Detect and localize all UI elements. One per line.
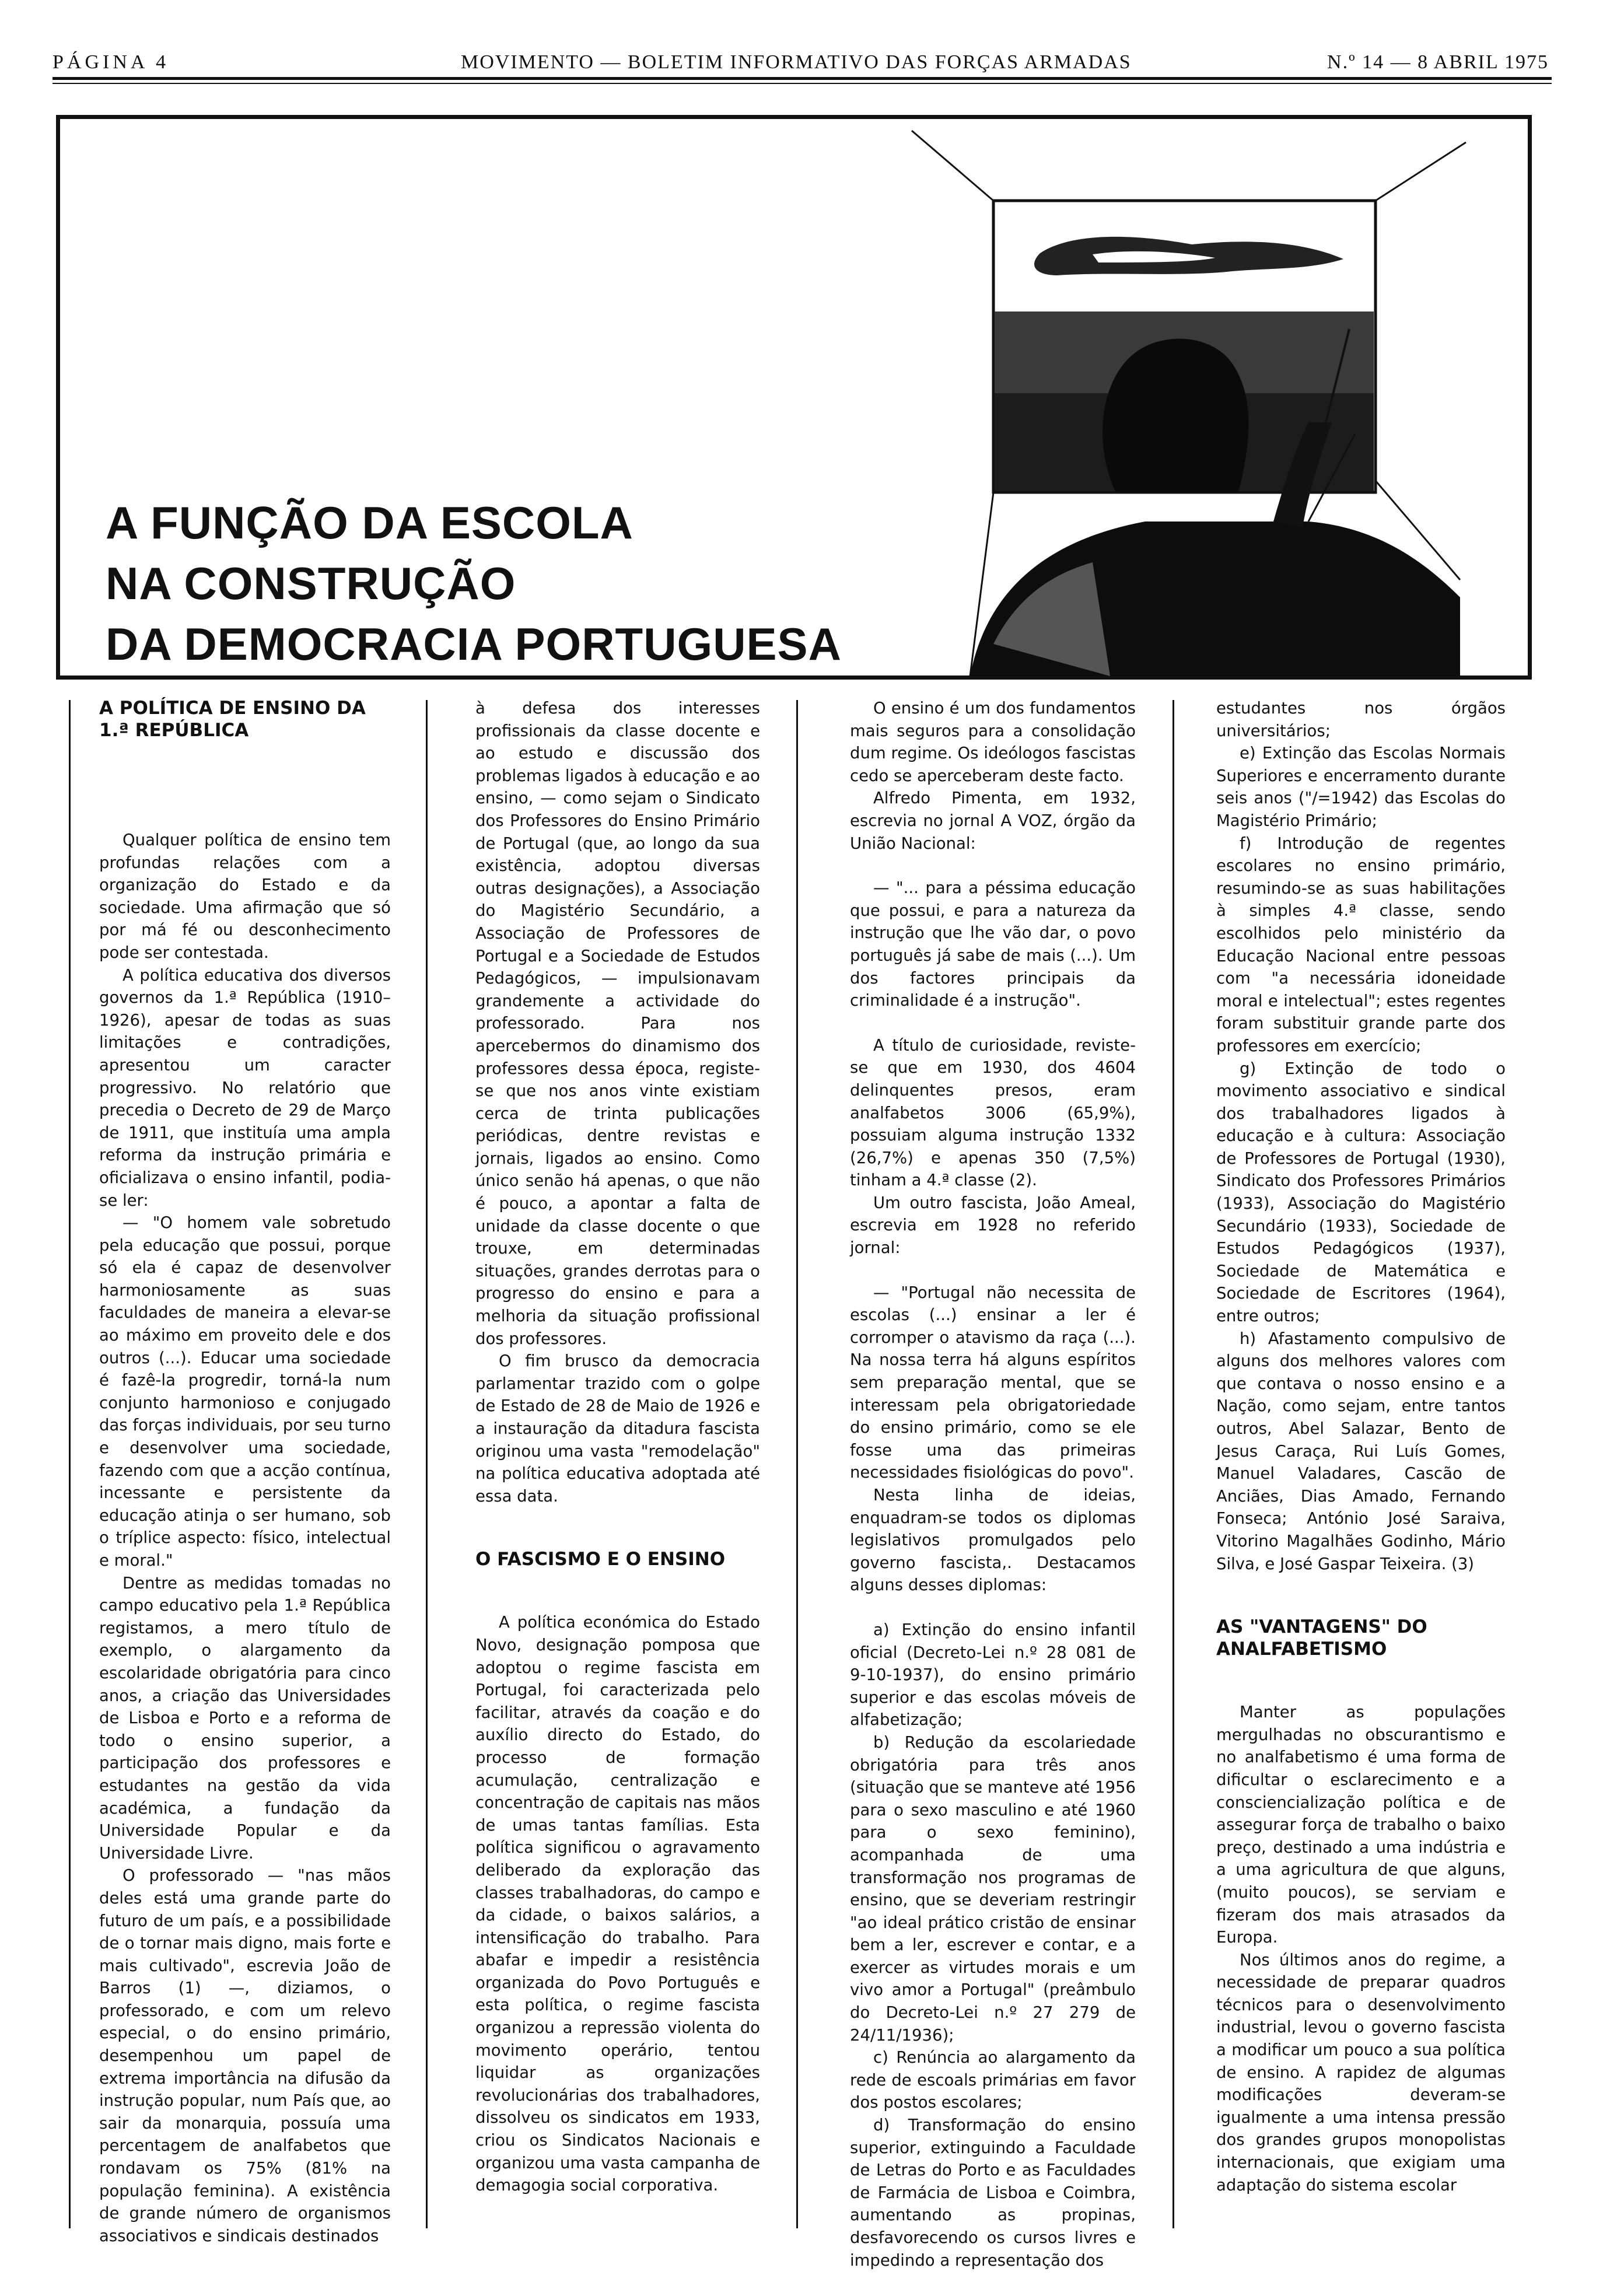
list-item: h) Afastamento compulsivo de alguns dos melhores valores com que contava o nosso ensino e a Nação, como sejam, entre tantos outros, Abel Salazar, Bento de Jesus Caraça, Rui Luís Gomes, Manuel Valadares, Cascão de Anciães, Dias Amado, Fernando Fonseca; António José Saraiva, Vitorino Magalhães Godinho, Mário Silva, e José Gaspar Teixeira. (3) [1216, 1329, 1506, 1573]
list-item: a) Extinção do ensino infantil oficial (Decreto-Lei n.º 28 081 de 9-10-1937), do ensino primário superior e das escolas móveis de alfabetização; [850, 1620, 1136, 1730]
paragraph: A política económica do Estado Novo, designação pomposa que adoptou o regime fascista em Portugal, foi caracterizada pelo facilitar, através da coação e do auxílio directo do Estado, do processo de formação acumulação, centralização e concentração de capitais nas mãos de umas tantas famílias. Esta política significou o agravamento deliberado da exploração das classes trabalhadoras, do campo e da cidade, o baixos salários, a intensificação do trabalho. Para abafar e impedir a resistência organizada do Povo Português e esta política, o regime fascista organizou a repressão violenta do movimento operário, tentou liquidar as organizações revolucionárias dos trabalhadores, dissolveu os sindicatos em 1933, criou os Sindicatos Nacionais e organizou uma vasta campanha de demagogia social corporativa. [475, 1613, 760, 2195]
paragraph: O professorado — "nas mãos deles está uma grande parte do futuro de um país, e a possibilidade de o tornar mais digno, mais forte e mais cultivado", escrevia João de Barros (1) —, diziamos, o professorado, e com um relevo especial, o do ensino primário, desempenhou um papel de extrema importância na difusão da instrução popular, num País que, ao sair da monarquia, possuía uma percentagem de analfabetos que rondavam os 75% (81% na população feminina). A existência de grande número de organismos associativos e sindicais destinados [99, 1866, 391, 2245]
section-heading: A POLÍTICA DE ENSINO DA 1.ª REPÚBLICA [99, 698, 366, 741]
paragraph: Um outro fascista, João Ameal, escrevia em 1928 no referido jornal: [850, 1193, 1136, 1258]
list-item: d) Transformação do ensino superior, extinguindo a Faculdade de Letras do Porto e as Faculdades de Farmácia de Lisboa e Coimbra, aumentando as propinas, desfavorecendo os cursos livres e impedindo a representação dos [850, 2116, 1136, 2270]
page-header [52, 51, 1549, 80]
column-2 [475, 697, 760, 2252]
title-line-1: A FUNÇÃO DA ESCOLA [106, 497, 634, 548]
title-line-3: DA DEMOCRACIA PORTUGUESA [106, 618, 842, 670]
paragraph: O ensino é um dos fundamentos mais seguros para a consolidação dum regime. Os ideólogos fascistas cedo se aperceberam deste facto. [850, 699, 1136, 785]
article-title [106, 492, 842, 674]
paragraph: Manter as populações mergulhadas no obscurantismo e no analfabetismo é uma forma de dificultar o esclarecimento e a consciencialização política e de assegurar força de trabalho o baixo preço, destinado a uma indústria e a uma agricultura de que alguns, (muito poucos), se serviam e fizeram dos mais atrasados da Europa. [1216, 1703, 1506, 1947]
classroom-illustration [900, 119, 1536, 680]
paragraph: O fim brusco da democracia parlamentar trazido com o golpe de Estado de 28 de Maio de 1926 e a instauração da ditadura fascista originou uma vasta "remodelação" na política educativa adoptada até essa data. [475, 1352, 760, 1506]
paragraph: Dentre as medidas tomadas no campo educativo pela 1.ª República registamos, a mero título de exemplo, o alargamento da escolaridade obrigatória para cinco anos, a criação das Universidades de Lisboa e Porto e a reforma de todo o ensino superior, a participação dos professores e estudantes na gestão da vida académica, a fundação da Universidade Popular e da Universidade Livre. [99, 1573, 391, 1863]
column-rule [426, 700, 428, 2228]
paragraph: Nos últimos anos do regime, a necessidade de preparar quadros técnicos para o desenvolvimento industrial, levou o governo fascista a modificar um pouco a sua política de ensino. A rapidez de algumas modificações deveram-se igualmente a uma intensa pressão dos grandes grupos monopolistas internacionais, que exigiam uma adaptação do sistema escolar [1216, 1950, 1506, 2194]
page-number: PÁGINA 4 [52, 51, 170, 73]
section-heading: O FASCISMO E O ENSINO [475, 1549, 726, 1570]
quote: — "... para a péssima educação que possui, e para a natureza da instrução que lhe vão dar, o povo português já sabe de mais (...). Um dos factores principais da criminalidade é a instrução". [850, 878, 1136, 1010]
paragraph: Qualquer política de ensino tem profundas relações com a organização do Estado e da sociedade. Uma afirmação que só por má fé ou desconhecimento pode ser contestada. [99, 831, 391, 962]
list-item: f) Introdução de regentes escolares no ensino primário, resumindo-se as suas habilitações à simples 4.ª classe, sendo escolhidos pelo ministério da Educação Nacional entre pessoas com "a necessária idoneidade moral e intelectual"; estes regentes foram substituir grande parte dos professores em exercício; [1216, 834, 1506, 1055]
column-rule [1172, 700, 1174, 2228]
column-3 [850, 697, 1136, 2270]
header-rule-thin [52, 83, 1552, 84]
list-item: c) Renúncia ao alargamento da rede de escoals primárias em favor dos postos escolares; [850, 2048, 1136, 2112]
list-item: g) Extinção de todo o movimento associativo e sindical dos trabalhadores ligados à educação e à cultura: Associação de Professores de Portugal (1930), Sindicato dos Professores Primários (1933), Associação do Magistério Secundário (1933), Sociedade de Estudos Pedagógicos (1937), Sociedade de Matemática e Sociedade de Escritores (1964), entre outros; [1216, 1059, 1506, 1326]
list-item: estudantes nos órgãos universitários; [1216, 699, 1506, 740]
title-line-2: NA CONSTRUÇÃO [106, 558, 516, 609]
quote: — "O homem vale sobretudo pela educação que possui, porque só ela é capaz de desenvolver harmoniosamente as suas faculdades de maneira a elevar-se ao máximo em proveito dele e dos outros (...). Educar uma sociedade é fazê-la progredir, torná-la num conjunto harmonioso e conjugado das forças individuais, por seu turno e desenvolver uma sociedade, fazendo com que a acção contínua, incessante e persistente da educação atinja o ser humano, sob o tríplice aspecto: físico, intelectual e moral." [99, 1213, 391, 1570]
list-item: e) Extinção das Escolas Normais Superiores e encerramento durante seis anos ("/=1942) das Escolas do Magistério Primário; [1216, 744, 1506, 830]
column-4 [1216, 697, 1506, 2252]
hero-box [56, 115, 1532, 680]
quote: — "Portugal não necessita de escolas (...) ensinar a ler é corromper o atavismo da raça (...). Na nossa terra há alguns espíritos sem preparação mental, que se interessam pela obrigatoriedade do ensino primário, como se ele fosse uma das primeiras necessidades fisiológicas do povo". [850, 1283, 1136, 1482]
column-1 [99, 697, 391, 2252]
paragraph: Alfredo Pimenta, em 1932, escrevia no jornal A VOZ, órgão da União Nacional: [850, 789, 1136, 853]
paragraph: A título de curiosidade, reviste-se que em 1930, dos 4604 delinquentes presos, eram analfabetos 3006 (65,9%), possuiam alguma instrução 1332 (26,7%) e apenas 350 (7,5%) tinham a 4.ª classe (2). [850, 1035, 1136, 1190]
publication-title: MOVIMENTO — BOLETIM INFORMATIVO DAS FORÇAS ARMADAS [461, 51, 1132, 73]
paragraph: A política educativa dos diversos governos da 1.ª República (1910–1926), apesar de todas as suas limitações e contradições, apresentou um caracter progressivo. No relatório que precedia o Decreto de 29 de Março de 1911, que instituía uma ampla reforma da instrução primária e oficializava o ensino infantil, podia-se ler: [99, 965, 391, 1210]
column-rule [796, 700, 798, 2228]
paragraph: à defesa dos interesses profissionais da classe docente e ao estudo e discussão dos problemas ligados à educação e ao ensino, — como sejam o Sindicato dos Professores do Ensino Primário de Portugal (que, ao longo da sua existência, adoptou diversas outras designações), a Associação do Magistério Secundário, a Associação de Professores de Portugal e a Sociedade de Estudos Pedagógicos, — impulsionavam grandemente a actividade do professorado. Para nos apercebermos do dinamismo dos professores dessa época, registe-se que nos anos vinte existiam cerca de trinta publicações periódicas, dentre revistas e jornais, ligados ao ensino. Como único senão há apenas, o que não é pouco, a apontar a falta de unidade da classe docente o que trouxe, em determinadas situações, grandes derrotas para o progresso do ensino e para a melhoria da situação profissional dos professores. [475, 699, 760, 1348]
issue-date: N.º 14 — 8 ABRIL 1975 [1327, 51, 1549, 73]
list-item: b) Redução da escolariedade obrigatória para três anos (situação que se manteve até 1956 para o sexo masculino e até 1960 para o sexo feminino), acompanhada de uma transformação nos programas de ensino, que se deveriam restringir "ao ideal prático cristão de ensinar bem a ler, escrever e contar, e a exercer as virtudes morais e um vivo amor a Portugal" (preâmbulo do Decreto-Lei n.º 27 279 de 24/11/1936); [850, 1732, 1136, 2045]
column-rule [69, 700, 71, 2228]
paragraph: Nesta linha de ideias, enquadram-se todos os diplomas legislativos promulgados pelo governo fascista,. Destacamos alguns desses diplomas: [850, 1486, 1136, 1595]
header-rule [52, 77, 1552, 80]
section-heading: AS "VANTAGENS" DO ANALFABETISMO [1216, 1616, 1427, 1660]
